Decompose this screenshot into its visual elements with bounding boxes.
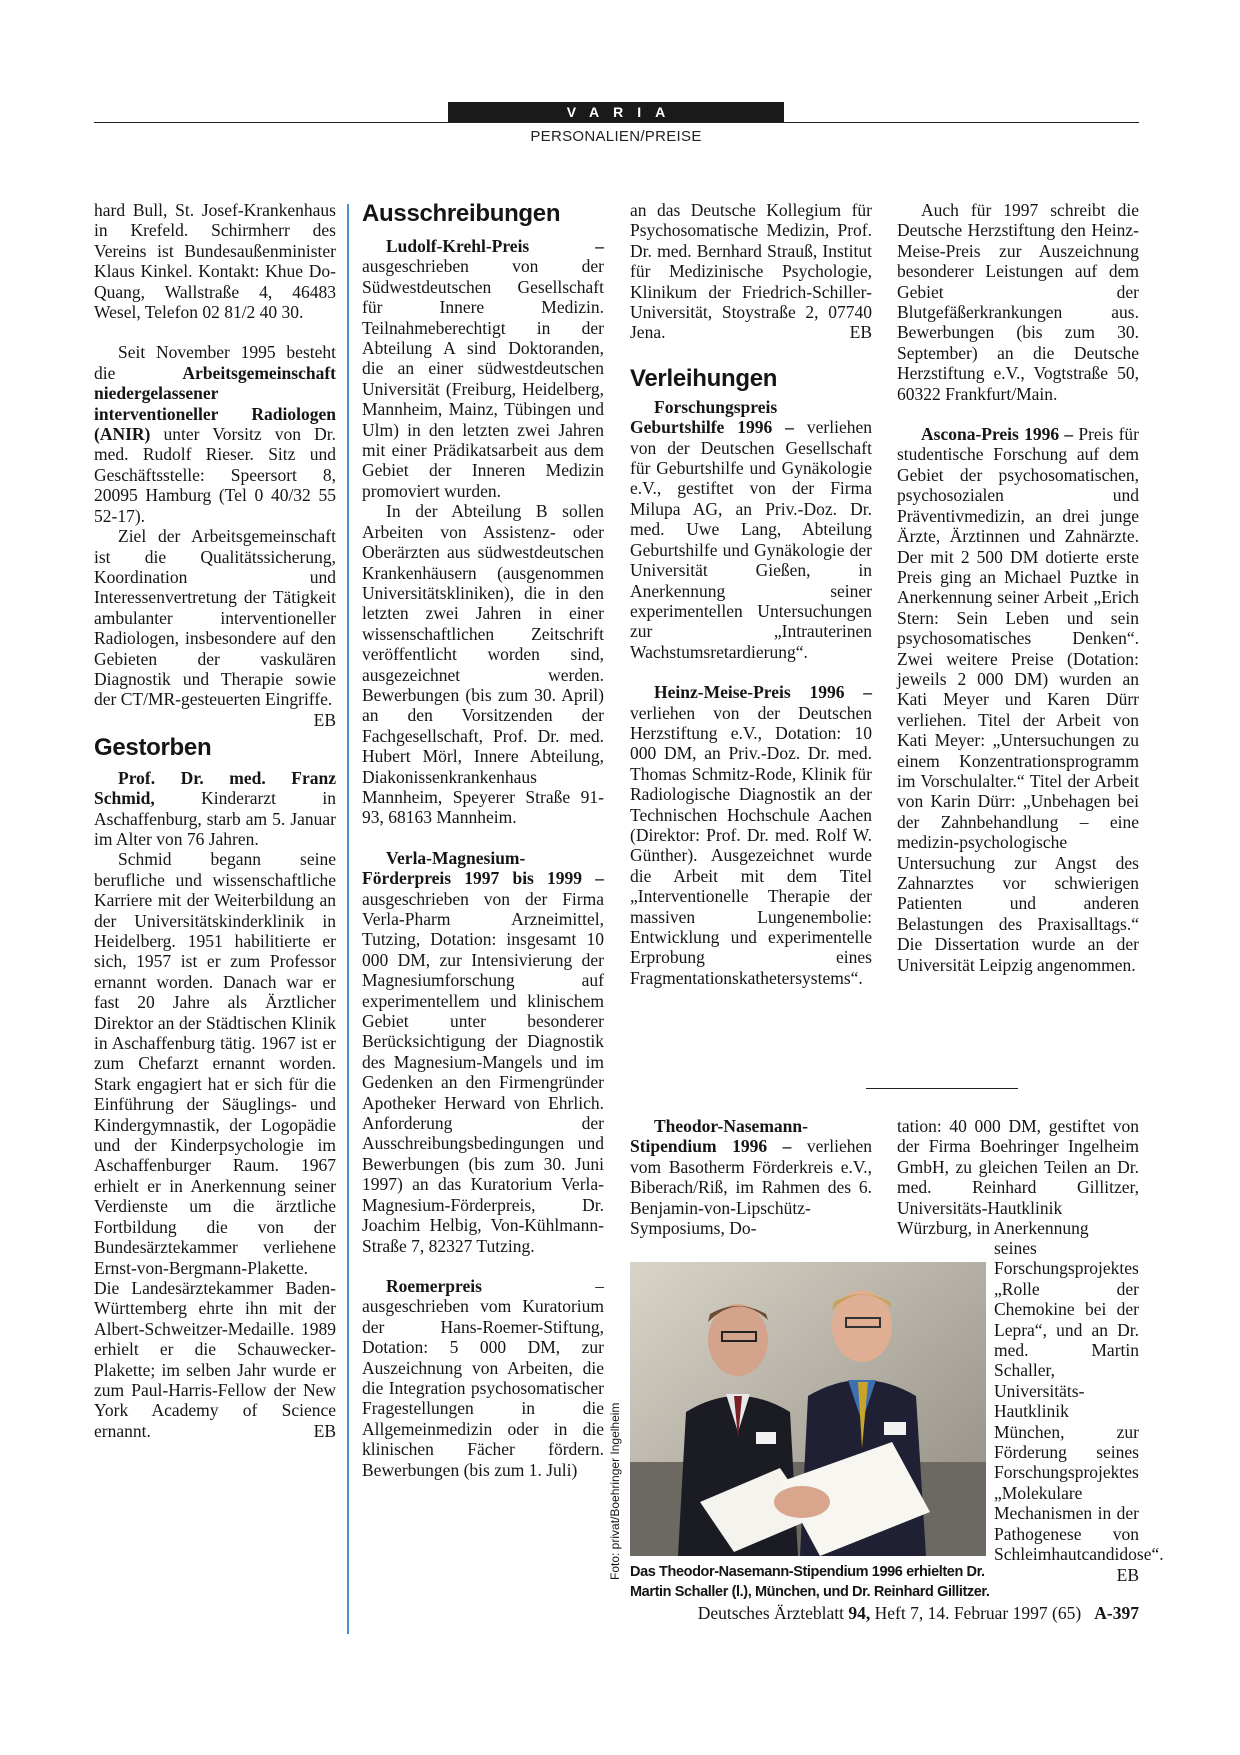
- paragraph: [897, 424, 1139, 975]
- column-3-lower: [630, 1116, 872, 1238]
- text: verliehen vom Basotherm Förderkreis e.V., Biberach/Riß, im Rahmen des 6. Benjamin-von-Lipschütz-Symposiums, Do-: [630, 1136, 873, 1239]
- column-4-wrap: [994, 1238, 1164, 1585]
- paragraph: [362, 1276, 604, 1480]
- photo-image: [630, 1262, 986, 1556]
- award-photo: [630, 1262, 986, 1556]
- text: unter Vorsitz von Dr. med. Rudolf Rieser. Sitz und Geschäftsstelle: Speersort 8, 20095 Hamburg (Tel 0 40/32 55 52-17).: [94, 424, 336, 526]
- paragraph: [94, 526, 336, 730]
- bold-text: Forschungspreis Geburtshilfe 1996 –: [630, 396, 794, 438]
- section-label: VARIA: [448, 102, 784, 122]
- signature: EB: [313, 709, 336, 730]
- bold-text: Ludolf-Krehl-Preis –: [386, 236, 604, 256]
- paragraph: hard Bull, St. Josef-Krankenhaus in Krefeld. Schirmherr des Vereins ist Bundesaußenminister Klaus Kinkel. Kontakt: Khue Do-Quang, Wallstraße 4, 46483 Wesel, Telefon 02 81/2 40 30.: [94, 200, 336, 323]
- text: Preis für studentische Forschung auf dem Gebiet der psychosomatischen, psychosozialen und Präventivmedizin, an drei junge Ärzte, Ärztinnen und Zahnärzte. Der mit 2 500 DM dotierte erste Preis ging an Michael Puztke in Anerkennung seiner Arbeit „Erich Stern: Sein Leben und sein psychosomatisches Denken“. Zwei weitere Preise (Dotation: jeweils 2 000 DM) wurden an Kati Meyer und Karen Dürr verliehen. Titel der Arbeit von Kati Meyer: „Untersuchungen zu einem Konzentrationsprogramm im Vorschulalter.“ Titel der Arbeit von Karin Dürr: „Unbehagen bei der Zahnbehandlung – eine medizin-psychologische Untersuchung zur Angst des Zahnarztes vor schwierigen Patienten und anderen Belastungen des Praxisalltags.“ Die Dissertation wurde an der Universität Leipzig angenommen.: [897, 424, 1140, 975]
- column-4-lower: [897, 1116, 1139, 1238]
- paragraph: [94, 849, 336, 1441]
- text: Seit November 1995 besteht die: [94, 342, 336, 383]
- column-divider: [347, 204, 349, 1634]
- text: verliehen von der Deutschen Herzstiftung e.V., Dotation: 10 000 DM, an Priv.-Doz. Dr. med. Thomas Schmitz-Rode, Klinik für Radiologische Diagnostik an der Technischen Hochschule Aachen (Direktor: Prof. Dr. med. Rolf W. Günther). Ausgezeichnet wurde die Arbeit mit dem Titel „Interventionelle Therapie der massiven Lungenembolie: Entwicklung und experimentelle Erprobung eines Fragmentationskathetersystems“.: [630, 702, 872, 988]
- column-2: [362, 200, 604, 1480]
- bold-text: Verla-Magnesium-Förderpreis 1997 bis 1999 –: [362, 847, 604, 889]
- paragraph: [994, 1238, 1164, 1585]
- photo-caption: Das Theodor-Nasemann-Stipendium 1996 erhielten Dr. Martin Schaller (l.), München, und Dr. Reinhard Gillitzer.: [630, 1564, 990, 1600]
- header-rule: [94, 122, 1139, 123]
- paragraph: tation: 40 000 DM, gestiftet von der Firma Boehringer Ingelheim GmbH, zu gleichen Teilen an Dr. med. Reinhard Gillitzer, Universitäts-Hautklinik Würzburg, in Anerkennung: [897, 1116, 1139, 1239]
- bold-text: Prof. Dr. med. Franz Schmid,: [94, 767, 336, 809]
- bold-text: Ascona-Preis 1996 –: [921, 424, 1074, 445]
- bold-text: Roemerpreis: [386, 1275, 482, 1296]
- journal-name: Deutsches Ärzteblatt: [697, 1603, 844, 1623]
- bold-text: Theodor-Nasemann-Stipendium 1996 –: [630, 1116, 808, 1157]
- paragraph: Auch für 1997 schreibt die Deutsche Herzstiftung den Heinz-Meise-Preis zur Auszeichnung besonderer Leistungen auf dem Gebiet der Blutgefäßerkrankungen aus. Bewerbungen (bis zum 30. September) an die Deutsche Herzstiftung e.V., Vogtstraße 50, 60322 Frankfurt/Main.: [897, 200, 1139, 404]
- paragraph: [362, 848, 604, 1256]
- page-footer: [590, 1603, 1139, 1624]
- paragraph: [630, 397, 872, 662]
- text: an das Deutsche Kollegium für Psychosomatische Medizin, Prof. Dr. med. Bernhard Strauß, Institut für Medizinische Psychologie, Klinikum der Friedrich-Schiller-Universität, Stoystraße 2, 07740 Jena.: [630, 200, 872, 343]
- issue-info: Heft 7, 14. Februar 1997 (65): [874, 1603, 1082, 1623]
- paragraph: [630, 682, 872, 988]
- text: Ziel der Arbeitsgemeinschaft ist die Qualitätssicherung, Koordination und Interessenvertretung der Tätigkeit ambulanter interventioneller Radiologen, insbesondere auf den Gebieten der vaskulären Diagnostik und Therapie sowie der CT/MR-gesteuerten Eingriffe.: [94, 526, 336, 710]
- paragraph: In der Abteilung B sollen Arbeiten von Assistenz- oder Oberärzten aus südwestdeutschen Krankenhäusern (ausgenommen Universitätskliniken), die in den letzten zwei Jahren in einer wissenschaftlichen Zeitschrift veröffentlicht worden sind, ausgezeichnet werden. Bewerbungen (bis zum 30. April) an den Vorsitzenden der Fachgesellschaft, Prof. Dr. med. Hubert Mörl, Innere Abteilung, Diakonissenkrankenhaus Mannheim, Speyerer Straße 91-93, 68163 Mannheim.: [362, 501, 604, 828]
- paragraph: [362, 236, 604, 501]
- photo-credit: Foto: privat/Boehringer Ingelheim: [608, 1402, 622, 1580]
- section-heading-verleihungen: Verleihungen: [630, 364, 778, 392]
- subsection-label: PERSONALIEN/PREISE: [530, 128, 702, 145]
- paragraph: [630, 200, 872, 343]
- paragraph: [94, 342, 336, 526]
- signature: EB: [849, 322, 872, 343]
- text: ausgeschrieben von der Firma Verla-Pharm Arzneimittel, Tutzing, Dotation: insgesamt 10 000 DM, zur Intensivierung der Magnesiumforschung auf experimentellem und klinischem Gebiet unter besonderer Berücksichtigung der Diagnostik des Magnesium-Mangels und im Gedenken an den Firmengründer Apotheker Herward von Ehrlich. Anforderung der Ausschreibungsbedingungen und Bewerbungen (bis zum 30. Juni 1997) an das Kuratorium Verla-Magnesium-Förderpreis, Dr. Joachim Helbig, Von-Kühlmann-Straße 7, 82327 Tutzing.: [362, 888, 604, 1256]
- text: ausgeschrieben von der Südwestdeutschen Gesellschaft für Innere Medizin. Teilnahmeberechtigt in der Abteilung A sind Doktoranden, die an einer südwestdeutschen Universität (Freiburg, Heidelberg, Mannheim, Mainz, Tübingen und Ulm) in den letzten zwei Jahren mit einer Prädikatsarbeit aus dem Gebiet der Inneren Medizin promoviert wurden.: [362, 256, 604, 501]
- section-separator: [866, 1088, 1018, 1089]
- text: seines Forschungsprojektes „Rolle der Chemokine bei der Lepra“, und an Dr. med. Martin Schaller, Universitäts-Hautklinik München, zur Förderung seines Forschungsprojektes „Molekulare Mechanismen in der Pathogenese von Schleimhautcandidose“.: [994, 1238, 1164, 1565]
- volume: 94,: [848, 1603, 871, 1623]
- paragraph: [630, 1116, 872, 1238]
- column-1: [94, 200, 336, 1441]
- page-number: A-397: [1094, 1603, 1139, 1623]
- section-heading-gestorben: Gestorben: [94, 733, 212, 761]
- text: verliehen von der Deutschen Gesellschaft für Geburtshilfe und Gynäkologie e.V., gestiftet von der Firma Milupa AG, an Priv.-Doz. Dr. med. Uwe Lang, Abteilung Geburtshilfe und Gynäkologie der Universität Gießen, in Anerkennung seiner experimentellen Untersuchungen zur „Intrauterinen Wachstumsretardierung“.: [630, 417, 872, 662]
- text: – ausgeschrieben vom Kuratorium der Hans-Roemer-Stiftung, Dotation: 5 000 DM, zur Auszeichnung von Arbeiten, die die Integration psychosomatischer Fragestellungen in die Allgemeinmedizin oder in die klinischen Fächer fördern. Bewerbungen (bis zum 1. Juli): [362, 1275, 604, 1480]
- bold-text: Arbeitsgemeinschaft niedergelassener interventioneller Radiologen (ANIR): [94, 362, 336, 445]
- paragraph: [94, 768, 336, 850]
- section-heading-ausschreibungen: Ausschreibungen: [362, 200, 561, 227]
- bold-text: Heinz-Meise-Preis 1996 –: [654, 682, 872, 703]
- text: Schmid begann seine berufliche und wissenschaftliche Karriere mit der Weiterbildung an der Universitätskinderklinik in Heidelberg. 1951 habilitierte er sich, 1957 ist er zum Professor ernannt worden. Danach war er fast 20 Jahre als Ärztlicher Direktor an der Städtischen Klinik in Aschaffenburg tätig. 1967 ist er zum Chefarzt ernannt worden. Stark engagiert hat er sich für die Einführung der Säuglings- und Kindergymnastik, der Logopädie und der Kinderpsychologie im Aschaffenburger Raum. 1967 erhielt er in Anerkennung seiner Verdienste um die ärztliche Fortbildung die von der Bundesärztekammer verliehene Ernst-von-Bergmann-Plakette. Die Landesärztekammer Baden-Württemberg ehrte ihn mit der Albert-Schweitzer-Medaille. 1989 erhielt er die Schauwecker-Plakette; im selben Jahr wurde er zum Paul-Harris-Fellow der New York Academy of Science ernannt.: [94, 849, 336, 1441]
- signature: EB: [1116, 1564, 1139, 1585]
- column-4: [897, 200, 1139, 975]
- column-3: [630, 200, 872, 988]
- signature: EB: [313, 1420, 336, 1441]
- text: Kinderarzt in Aschaffenburg, starb am 5. Januar im Alter von 76 Jahren.: [94, 788, 336, 849]
